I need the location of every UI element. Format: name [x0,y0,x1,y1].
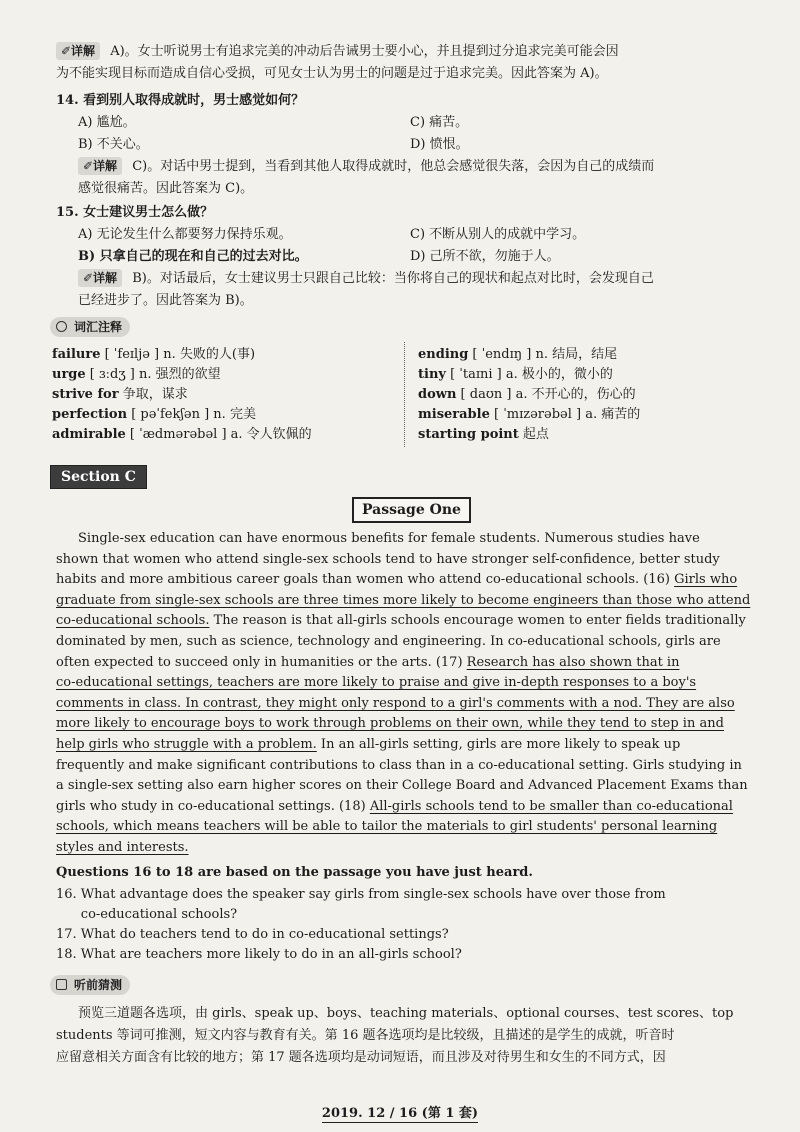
q14-option-c: C) 痛苦。 [410,115,469,130]
page-footer: 2019. 12 / 16 (第 1 套) [321,1106,479,1121]
passage-text: frequently and make significant contributions to class than in a co-educational setting. Girls studying in [56,757,742,773]
vocab-item: ending [ ˈendɪŋ ] n. 结局，结尾 [418,347,618,362]
section-c-heading: Section C [50,465,147,489]
vocab-item: admirable [ ˈædmərəbəl ] a. 令人钦佩的 [52,427,312,442]
passage-text: dominated by men, such as science, technology and engineering. In co-educational schools, girls are [56,634,721,649]
q13-explain-line-2: 为不能实现目标而造成自信心受损，可见女士认为男士的问题是过于追求完美。因此答案为 A)。 [56,66,608,81]
passage-line [56,570,756,590]
q14-explain-line-2: 感觉很痛苦。因此答案为 C)。 [78,181,254,196]
passage-text: habits and more ambitious career goals than women who attend co-educational schools. (16) [56,572,675,588]
q15-explain-line-2: 已经进步了。因此答案为 B)。 [78,293,253,308]
passage-line [56,632,756,652]
question-18: 18. What are teachers more likely to do in an all-girls school? [56,947,462,962]
vocab-item: starting point 起点 [418,427,549,442]
explain-tag: ✐详解 [78,269,122,287]
q14-option-a: A) 尴尬。 [78,115,136,130]
explain-tag: ✐详解 [78,157,122,175]
passage-text: The reason is that all-girls schools encourage women to enter fields traditionally [209,613,746,629]
guess-line: students 等词可推测，短文内容与教育有关。第 16 题各选项均是比较级，且描述的是学生的成就，听音时 [56,1028,675,1043]
passage-line [56,611,756,631]
vocab-item: perfection [ pəˈfekʃən ] n. 完美 [52,407,256,422]
clock-icon [56,321,67,332]
underlined-answer-text: comments in class. In contrast, they might only respond to a girl's comments with a nod. They are also [56,695,735,711]
vocab-item: tiny [ ˈtaɪni ] a. 极小的，微小的 [418,367,613,382]
passage-line [78,529,758,549]
passage-line [56,838,756,858]
vocab-item: urge [ ɜːdʒ ] n. 强烈的欲望 [52,367,221,382]
headphone-icon [56,979,67,990]
underlined-answer-text: Girls who [674,572,738,588]
passage-line [56,714,756,734]
passage-line [56,653,756,673]
questions-header: Questions 16 to 18 are based on the passage you have just heard. [56,865,533,880]
vocab-divider [404,342,405,447]
vocab-item: down [ daʊn ] a. 不开心的，伤心的 [418,387,636,402]
underlined-answer-text: help girls who struggle with a problem. [56,737,317,752]
vocab-item: miserable [ ˈmɪzərəbəl ] a. 痛苦的 [418,407,641,422]
q14-option-d: D) 愤恨。 [410,137,469,152]
q13-explain-line: ✐详解 A)。女士听说男士有追求完美的冲动后告诫男士要小心，并且提到过分追求完美可能会因 [56,42,756,62]
passage-line [56,591,756,611]
vocab-item: failure [ ˈfeɪljə ] n. 失败的人(事) [52,347,256,362]
passage-line [56,797,756,817]
passage-text: In an all-girls setting, girls are more likely to speak up [316,737,681,752]
guess-line: 预览三道题各选项，由 girls、speak up、boys、teaching materials、optional courses、test scores、top [78,1006,734,1021]
underlined-answer-text: co-educational schools. [56,613,210,629]
passage-text: a single-sex setting also earn higher scores on their College Board and Advanced Placement Exams than [56,778,748,794]
question-16: 16. What advantage does the speaker say girls from single-sex schools have over those from [56,887,666,902]
q14-option-b: B) 不关心。 [78,137,149,152]
guess-line: 应留意相关方面含有比较的地方；第 17 题各选项均是动词短语，而且涉及对待男生和女生的不同方式，因 [56,1050,666,1065]
passage-text: Single-sex education can have enormous benefits for female students. Numerous studies have [78,531,700,546]
q14-explain-line: ✐详解 C)。对话中男士提到，当看到其他人取得成就时，他总会感觉很失落，会因为自己的成绩而 [78,157,758,177]
underlined-answer-text: styles and interests. [56,840,189,855]
q15-option-a: A) 无论发生什么都要努力保持乐观。 [78,227,292,242]
explain-tag: ✐详解 [56,42,100,60]
vocab-heading: 词汇注释 [50,317,130,337]
underlined-answer-text: Research has also shown that in [466,654,680,670]
q15-option-c: C) 不断从别人的成就中学习。 [410,227,586,242]
passage-title: Passage One [352,497,471,523]
passage-line [56,817,756,837]
q15-explain-line: ✐详解 B)。对话最后，女士建议男士只跟自己比较：当你将自己的现状和起点对比时，会发现自己 [78,269,758,289]
q15-option-d: D) 己所不欲，勿施于人。 [410,249,560,264]
q15-question: 15. 女士建议男士怎么做？ [56,205,214,220]
guess-heading: 听前猜测 [50,975,130,995]
passage-line [56,756,756,776]
passage-text: girls who study in co-educational settings. (18) [56,798,370,814]
passage-line [56,776,756,796]
q14-question: 14. 看到别人取得成就时，男士感觉如何？ [56,93,305,108]
underlined-answer-text: graduate from single-sex schools are three times more likely to become engineers than those who attend [56,592,751,608]
passage-line [56,694,756,714]
passage-line [56,735,756,755]
q15-option-b: B) 只拿自己的现在和自己的过去对比。 [78,249,308,264]
question-16-cont: co-educational schools? [56,907,238,922]
passage-text: shown that women who attend single-sex schools tend to have stronger self-confidence, better study [56,551,720,567]
passage-line [56,673,756,693]
underlined-answer-text: All-girls schools tend to be smaller than co-educational [369,798,733,814]
passage-text: often expected to succeed only in humanities or the arts. (17) [56,654,467,670]
underlined-answer-text: more likely to encourage boys to work through problems on their own, while they tend to step in and [56,716,724,732]
vocab-item: strive for 争取，谋求 [52,387,188,402]
underlined-answer-text: schools, which means teachers will be able to tailor the materials to girl students' personal learning [56,819,718,835]
passage-line [56,550,756,570]
underlined-answer-text: co-educational settings, teachers are more likely to praise and give in-depth responses to a boy's [56,675,697,691]
question-17: 17. What do teachers tend to do in co-educational settings? [56,927,449,942]
